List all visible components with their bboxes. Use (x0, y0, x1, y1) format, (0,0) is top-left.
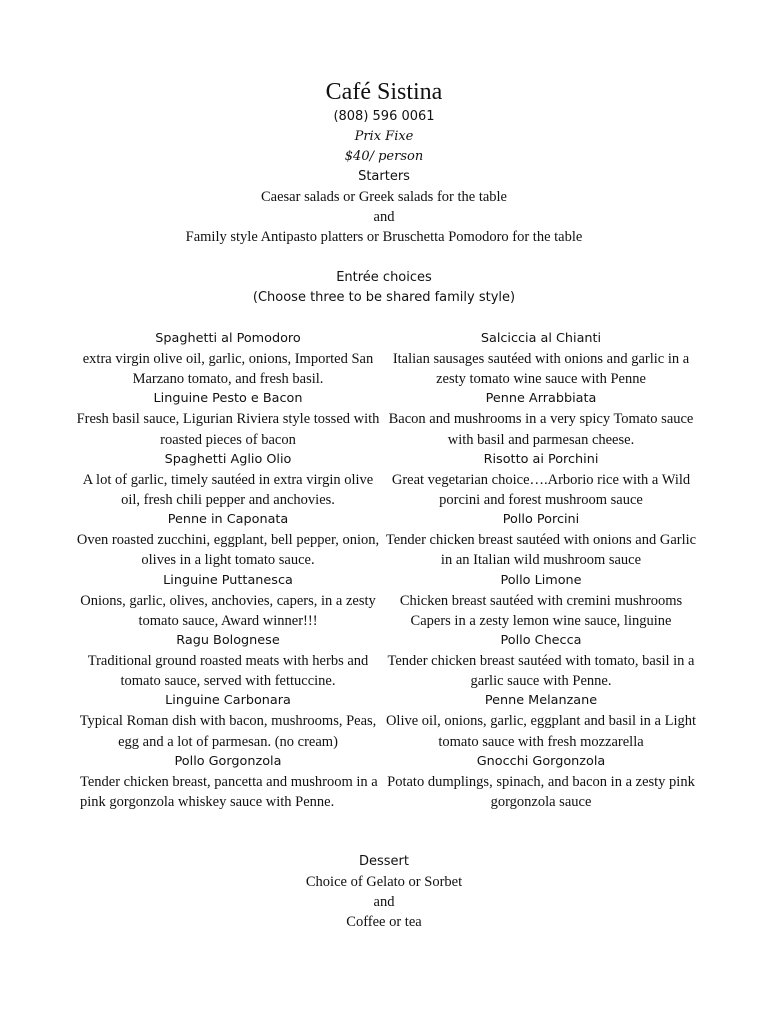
dish-description: Oven roasted zucchini, eggplant, bell pepper, onion, olives in a light tomato sauce. (76, 532, 380, 569)
dish-description: Typical Roman dish with bacon, mushrooms, Peas, egg and a lot of parmesan. (no cream) (79, 713, 377, 750)
dish-description: Fresh basil sauce, Ligurian Riviera style tossed with roasted pieces of bacon (76, 411, 380, 448)
dish-description: Italian sausages sautéed with onions and garlic in a zesty tomato wine sauce with Penne (392, 351, 690, 388)
dessert-heading: Dessert (359, 854, 409, 869)
dessert-line-2: Coffee or tea (346, 914, 422, 930)
dish-name: Ragu Bolognese (176, 633, 280, 649)
dish-description: Traditional ground roasted meats with herbs and tomato sauce, served with fettuccine. (87, 653, 369, 690)
entree-note: (Choose three to be shared family style) (252, 290, 516, 305)
dish-name: Risotto ai Porchini (483, 451, 599, 467)
prix-fixe-label: Prix Fixe (354, 129, 414, 144)
right-dish-column (385, 329, 697, 812)
starters-line-1: Caesar salads or Greek salads for the table (261, 189, 507, 205)
dish-description: Onions, garlic, olives, anchovies, capers, in a zesty tomato sauce, Award winner!!! (80, 592, 376, 629)
dish-name: Linguine Puttanesca (163, 572, 293, 588)
dish-description: extra virgin olive oil, garlic, onions, Imported San Marzano tomato, and fresh basil. (82, 351, 374, 388)
left-dish-column (72, 329, 384, 812)
dish-name: Linguine Carbonara (165, 693, 291, 709)
dish-name: Penne in Caponata (167, 512, 289, 528)
dish-name: Pollo Limone (500, 572, 582, 588)
dish-description: Tender chicken breast sautéed with tomato, basil in a garlic sauce with Penne. (387, 653, 695, 690)
dish-name: Penne Melanzane (484, 693, 598, 709)
dish-description: Tender chicken breast sautéed with onions and Garlic in an Italian wild mushroom sauce (385, 532, 697, 569)
dish-name: Salciccia al Chianti (480, 331, 602, 346)
starters-line-2: Family style Antipasto platters or Bruschetta Pomodoro for the table (185, 229, 583, 245)
dish-name: Gnocchi Gorgonzola (476, 753, 606, 769)
dish-name: Pollo Gorgonzola (174, 753, 282, 769)
dish-description: Potato dumplings, spinach, and bacon in a zesty pink gorgonzola sauce (387, 773, 695, 811)
dish-name: Penne Arrabbiata (485, 391, 597, 407)
starters-and: and (373, 209, 395, 225)
dessert-and: and (373, 894, 395, 910)
dish-name: Linguine Pesto e Bacon (153, 391, 303, 407)
dish-description: A lot of garlic, timely sautéed in extra virgin olive oil, fresh chili pepper and anchovies. (82, 471, 374, 509)
dish-name: Pollo Porcini (502, 512, 580, 528)
dish-name: Spaghetti Aglio Olio (164, 451, 292, 467)
dish-name: Pollo Checca (500, 633, 582, 649)
dish-description: Chicken breast sautéed with cremini mushrooms Capers in a zesty lemon wine sauce, linguine (399, 592, 683, 629)
dish-description: Tender chicken breast, pancetta and mushroom in a pink gorgonzola whiskey sauce with Penne. (80, 773, 378, 811)
phone-number: (808) 596 0061 (333, 109, 435, 124)
dish-description: Olive oil, onions, garlic, eggplant and basil in a Light tomato sauce with fresh mozzarella (385, 713, 697, 750)
dish-description: Great vegetarian choice….Arborio rice with a Wild porcini and forest mushroom sauce (391, 471, 691, 509)
restaurant-title: Café Sistina (325, 79, 443, 105)
price-label: $40/ person (344, 149, 424, 164)
starters-heading: Starters (358, 169, 410, 184)
dish-name: Spaghetti al Pomodoro (155, 331, 301, 346)
dessert-line-1: Choice of Gelato or Sorbet (305, 874, 463, 890)
dish-description: Bacon and mushrooms in a very spicy Tomato sauce with basil and parmesan cheese. (388, 411, 694, 448)
entree-heading: Entrée choices (336, 270, 432, 285)
